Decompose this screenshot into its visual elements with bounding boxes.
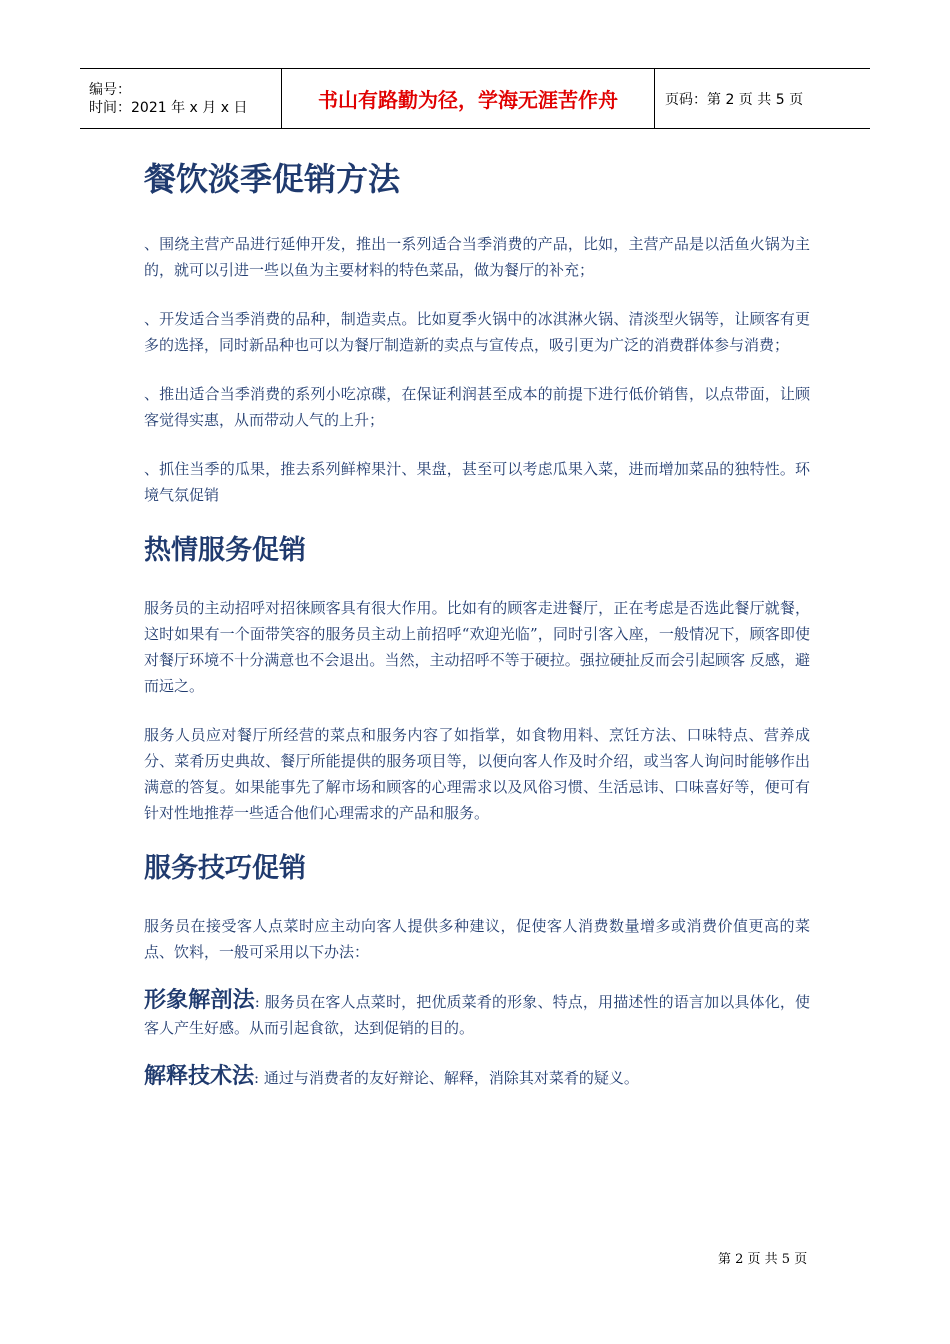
method-item bbox=[144, 1064, 810, 1091]
skills-paragraph: 服务员在接受客人点菜时应主动向客人提供多种建议，促使客人消费数量增多或消费价值更高的菜点、饮料，一般可采用以下办法： bbox=[144, 917, 810, 961]
header-motto: 书山有路勤为径，学海无涯苦作舟 bbox=[282, 69, 655, 128]
method-term: 解释技术法 bbox=[144, 1064, 255, 1089]
section-heading-skills: 服务技巧促销 bbox=[144, 853, 306, 884]
header-meta bbox=[80, 69, 282, 128]
section-heading-service: 热情服务促销 bbox=[144, 535, 306, 566]
service-paragraph: 服务员的主动招呼对招徕顾客具有很大作用。比如有的顾客走进餐厅，正在考虑是否选此餐厅就餐，这时如果有一个面带笑容的服务员主动上前招呼“欢迎光临”，同时引客入座，一般情况下，顾客即使对餐厅环境不十分满意也不会退出。当然，主动招呼不等于硬拉。强拉硬扯反而会引起顾客 反感，避而远之。 bbox=[144, 599, 810, 695]
page-header bbox=[80, 68, 870, 129]
intro-paragraph: 、开发适合当季消费的品种，制造卖点。比如夏季火锅中的冰淇淋火锅、清淡型火锅等，让顾客有更多的选择，同时新品种也可以为餐厅制造新的卖点与宣传点，吸引更为广泛的消费群体参与消费； bbox=[144, 310, 810, 354]
document-body bbox=[144, 150, 810, 1114]
service-paragraph: 服务人员应对餐厅所经营的菜点和服务内容了如指掌，如食物用料、烹饪方法、口味特点、营养成分、菜肴历史典故、餐厅所能提供的服务项目等，以便向客人作及时介绍，或当客人询问时能够作出满意的答复。如果能事先了解市场和顾客的心理需求以及风俗习惯、生活忌讳、口味喜好等，便可有针对性地推荐一些适合他们心理需求的产品和服务。 bbox=[144, 726, 810, 822]
intro-paragraph: 、推出适合当季消费的系列小吃凉碟，在保证利润甚至成本的前提下进行低价销售，以点带面，让顾客觉得实惠，从而带动人气的上升； bbox=[144, 385, 810, 429]
intro-paragraph: 、围绕主营产品进行延伸开发，推出一系列适合当季消费的产品，比如，主营产品是以活鱼火锅为主的，就可以引进一些以鱼为主要材料的特色菜品，做为餐厅的补充； bbox=[144, 235, 810, 279]
document-title: 餐饮淡季促销方法 bbox=[144, 160, 401, 198]
method-term: 形象解剖法 bbox=[144, 988, 255, 1013]
method-description: : 服务员在客人点菜时，把优质菜肴的形象、特点，用描述性的语言加以具体化，使客人产生好感。从而引起食欲，达到促销的目的。 bbox=[144, 993, 810, 1037]
page-footer: 第 2 页 共 5 页 bbox=[718, 1252, 808, 1267]
intro-paragraph: 、抓住当季的瓜果，推去系列鲜榨果汁、果盘，甚至可以考虑瓜果入菜，进而增加菜品的独特性。环境气氛促销 bbox=[144, 460, 810, 504]
method-description: : 通过与消费者的友好辩论、解释，消除其对菜肴的疑义。 bbox=[254, 1069, 639, 1087]
method-item bbox=[144, 988, 810, 1041]
header-page-code: 页码：第 2 页 共 5 页 bbox=[665, 91, 804, 108]
document-number-label: 编号： bbox=[89, 81, 131, 98]
document-date: 时间：2021 年 x 月 x 日 bbox=[89, 99, 248, 116]
